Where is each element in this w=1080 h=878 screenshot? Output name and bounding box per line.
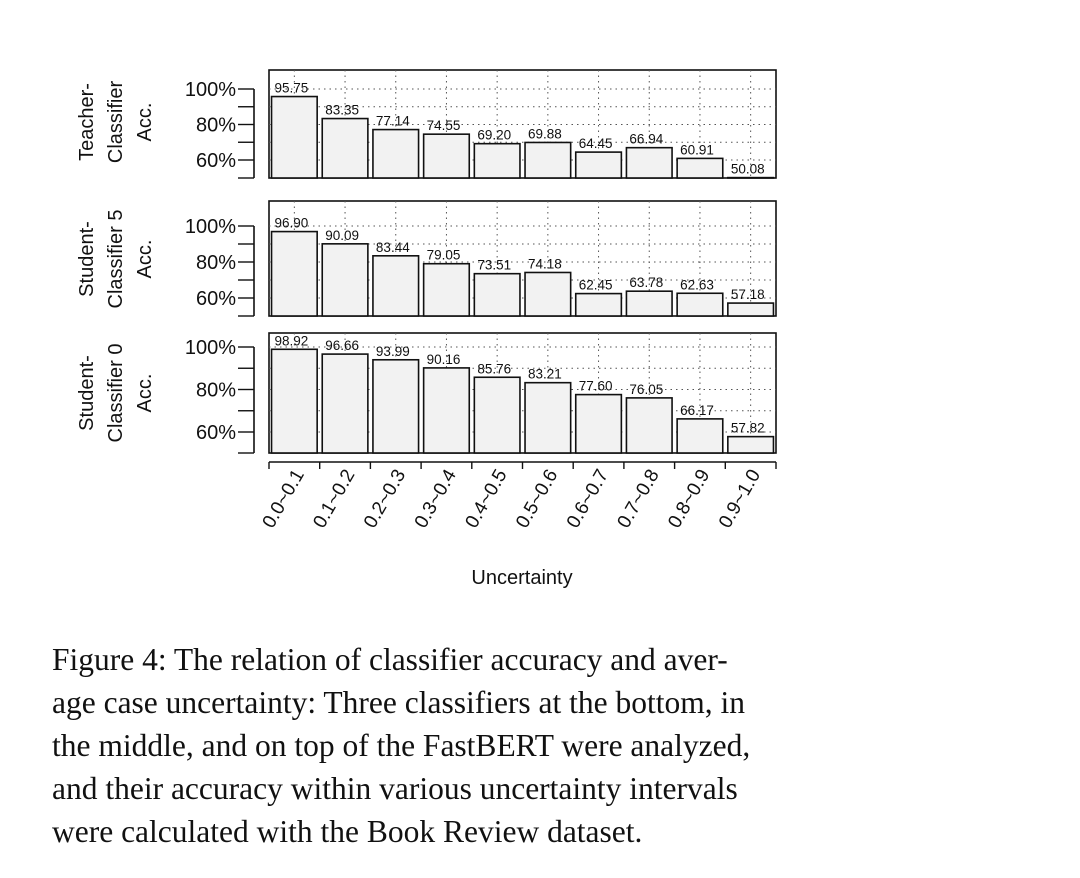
data-label: 50.08 xyxy=(730,161,765,177)
bar xyxy=(424,134,470,178)
data-label: 64.45 xyxy=(578,136,613,152)
x-tick-label: 0.3~0.4 xyxy=(410,465,461,532)
x-tick-label: 0.2~0.3 xyxy=(360,466,411,532)
bar xyxy=(525,272,571,316)
data-label: 62.63 xyxy=(680,277,714,293)
x-tick-label: 0.5~0.6 xyxy=(512,466,563,532)
data-label: 57.82 xyxy=(730,420,765,436)
bar xyxy=(525,142,571,178)
bar xyxy=(474,377,520,453)
y-axis-label: Teacher- xyxy=(76,83,98,161)
y-axis-label: Student- xyxy=(76,355,98,431)
y-tick-label: 100% xyxy=(184,79,236,101)
figure-caption xyxy=(52,638,852,853)
data-label: 93.99 xyxy=(375,343,410,359)
data-label: 74.18 xyxy=(528,256,562,272)
bar xyxy=(576,294,622,316)
bar xyxy=(474,144,520,178)
data-label: 77.14 xyxy=(375,113,410,129)
bar xyxy=(373,256,419,316)
caption-line: Figure 4: The relation of classifier accuracy and aver- xyxy=(52,642,728,677)
x-tick-label: 0.4~0.5 xyxy=(461,466,512,532)
y-tick-label: 80% xyxy=(195,379,236,402)
y-axis-label: Acc. xyxy=(134,239,156,279)
x-tick-label: 0.8~0.9 xyxy=(664,466,715,532)
bar xyxy=(626,291,672,316)
data-label: 83.44 xyxy=(375,239,410,255)
data-label: 79.05 xyxy=(426,247,461,263)
y-axis-label: Classifier 5 xyxy=(105,209,127,309)
bar xyxy=(272,97,318,178)
x-axis-title: Uncertainty xyxy=(471,567,573,589)
bar xyxy=(728,437,774,453)
y-tick-label: 60% xyxy=(195,288,236,310)
bar xyxy=(728,303,774,316)
y-tick-label: 60% xyxy=(195,150,236,172)
bar xyxy=(322,244,368,316)
y-axis-label: Classifier xyxy=(105,80,127,164)
data-label: 57.18 xyxy=(730,287,765,303)
data-label: 83.21 xyxy=(528,366,562,382)
x-tick-label: 0.6~0.7 xyxy=(562,466,614,532)
y-tick-label: 100% xyxy=(184,337,236,359)
bar xyxy=(626,148,672,178)
y-axis-label: Acc. xyxy=(134,102,156,142)
data-label: 74.55 xyxy=(426,118,461,134)
x-tick-label: 0.1~0.2 xyxy=(309,466,360,532)
y-axis-label: Acc. xyxy=(134,373,156,413)
bar xyxy=(322,354,368,453)
bar xyxy=(525,383,571,453)
bar xyxy=(576,395,622,453)
data-label: 85.76 xyxy=(477,361,512,377)
data-label: 73.51 xyxy=(477,257,512,273)
data-label: 63.78 xyxy=(629,275,664,291)
bar xyxy=(474,274,520,316)
x-tick-label: 0.7~0.8 xyxy=(613,466,664,532)
caption-line: were calculated with the Book Review dataset. xyxy=(52,814,643,849)
data-label: 96.90 xyxy=(274,215,309,231)
caption-line: and their accuracy within various uncertainty intervals xyxy=(52,771,738,806)
bar xyxy=(272,349,318,453)
bar xyxy=(626,398,672,453)
bar xyxy=(677,419,723,453)
data-label: 66.17 xyxy=(680,402,714,418)
bar xyxy=(373,130,419,178)
bar xyxy=(272,232,318,316)
data-label: 96.66 xyxy=(325,338,360,354)
x-tick-label: 0.0~0.1 xyxy=(258,466,309,532)
y-tick-label: 80% xyxy=(195,252,236,274)
data-label: 95.75 xyxy=(274,80,309,96)
data-label: 69.88 xyxy=(528,126,562,142)
bar xyxy=(424,264,470,316)
data-label: 60.91 xyxy=(680,142,714,158)
data-label: 90.09 xyxy=(325,227,360,243)
data-label: 98.92 xyxy=(274,333,309,349)
caption-line: age case uncertainty: Three classifiers at the bottom, in xyxy=(52,685,746,720)
bar xyxy=(373,360,419,453)
data-label: 69.20 xyxy=(477,127,512,143)
x-tick-label: 0.9~1.0 xyxy=(714,466,766,532)
y-tick-label: 100% xyxy=(184,216,236,238)
bar xyxy=(677,158,723,178)
data-label: 90.16 xyxy=(426,351,461,367)
data-label: 76.05 xyxy=(629,381,664,397)
bar xyxy=(576,152,622,178)
y-axis-label: Classifier 0 xyxy=(105,343,127,443)
y-axis-label: Student- xyxy=(76,221,98,297)
caption-line: the middle, and on top of the FastBERT were analyzed, xyxy=(52,728,751,763)
bar xyxy=(322,119,368,178)
data-label: 83.35 xyxy=(325,102,360,118)
y-tick-label: 80% xyxy=(195,114,236,137)
data-label: 66.94 xyxy=(629,131,664,147)
y-tick-label: 60% xyxy=(195,422,236,444)
data-label: 62.45 xyxy=(578,277,613,293)
bar xyxy=(424,368,470,453)
bar xyxy=(677,293,723,316)
data-label: 77.60 xyxy=(578,378,613,394)
